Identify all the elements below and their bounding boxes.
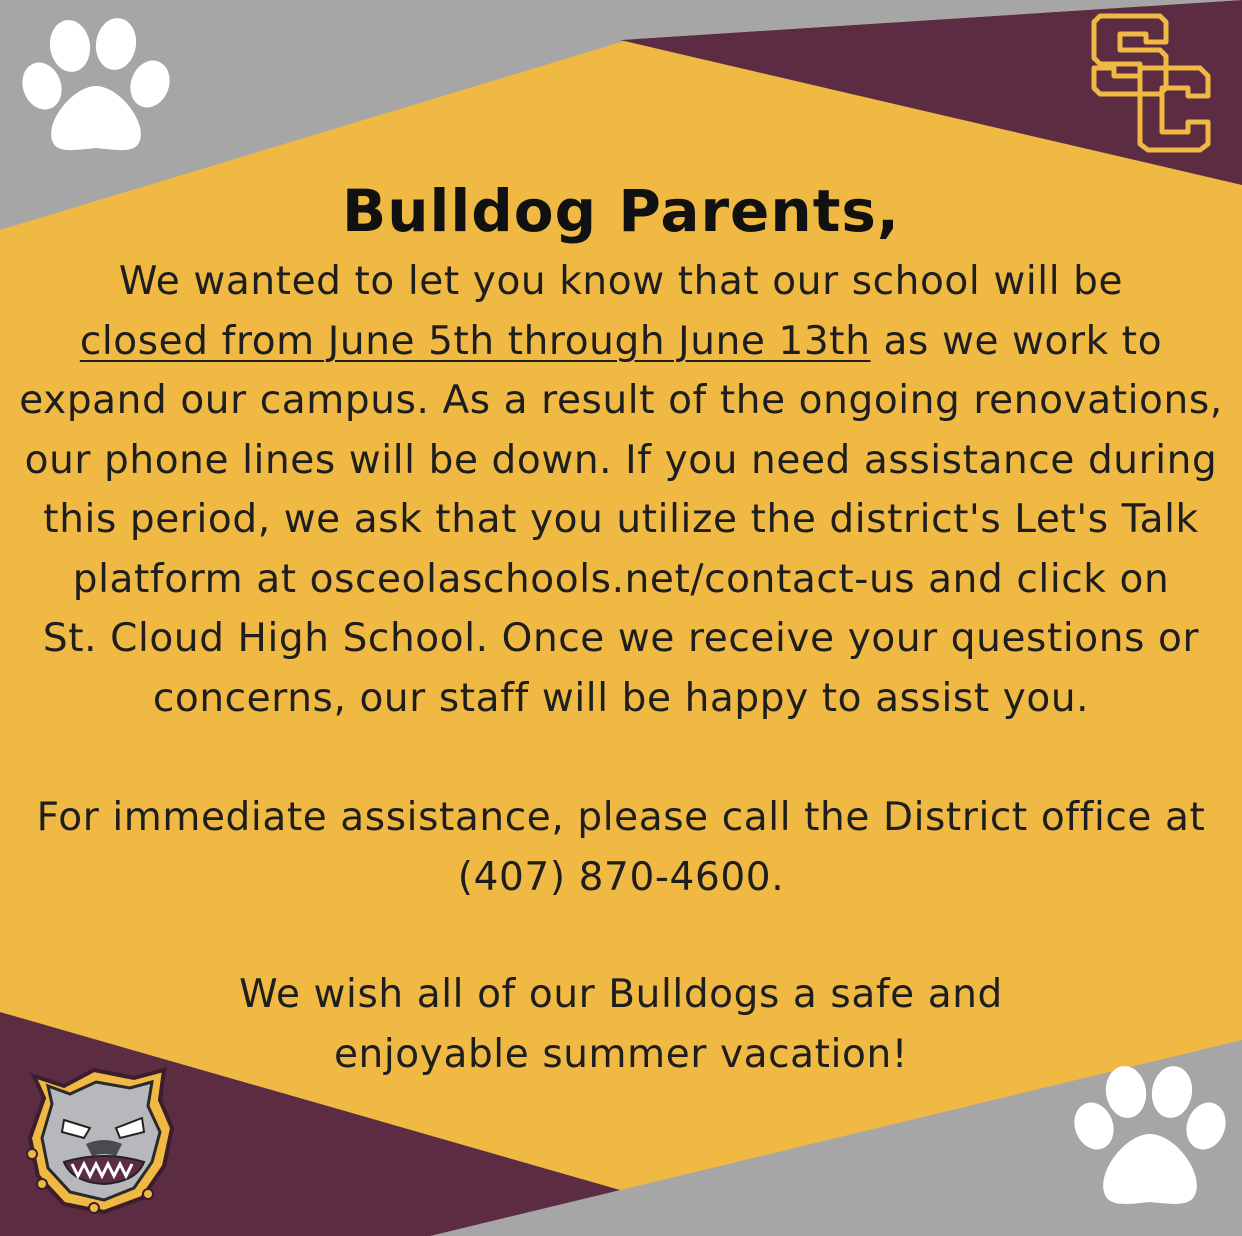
closing-line: enjoyable summer vacation!: [333, 1031, 909, 1077]
body-line-rest: as we work to: [870, 318, 1163, 364]
body-line: We wanted to let you know that our school will be: [118, 259, 1124, 304]
closing-line: We wish all of our Bulldogs a safe and: [239, 972, 1003, 1017]
immediate-line: For immediate assistance, please call the District office at: [36, 795, 1206, 840]
notice-heading: Bulldog Parents,: [342, 177, 900, 245]
immediate-assistance: [0, 788, 1242, 907]
body-line: this period, we ask that you utilize the district's Let's Talk: [43, 497, 1199, 542]
notice-content: [0, 170, 1242, 1084]
body-line: our phone lines will be down. If you need assistance during: [24, 437, 1218, 483]
spacer: [0, 728, 1242, 788]
body-line: platform at osceolaschools.net/contact-us and click on: [72, 556, 1170, 602]
closing-message: [0, 965, 1242, 1084]
paw-print-icon: [1068, 1064, 1228, 1218]
body-line: concerns, our staff will be happy to assist you.: [152, 675, 1090, 721]
notice-body: [0, 252, 1242, 728]
body-line: expand our campus. As a result of the ongoing renovations,: [19, 378, 1223, 423]
closure-dates: closed from June 5th through June 13th: [79, 318, 871, 364]
body-line: St. Cloud High School. Once we receive your questions or: [42, 616, 1200, 661]
spacer: [0, 907, 1242, 965]
body-line: [0, 312, 1242, 372]
district-phone: (407) 870-4600.: [457, 854, 785, 900]
paw-print-icon: [18, 8, 172, 158]
sc-monogram-icon: [1088, 8, 1218, 156]
